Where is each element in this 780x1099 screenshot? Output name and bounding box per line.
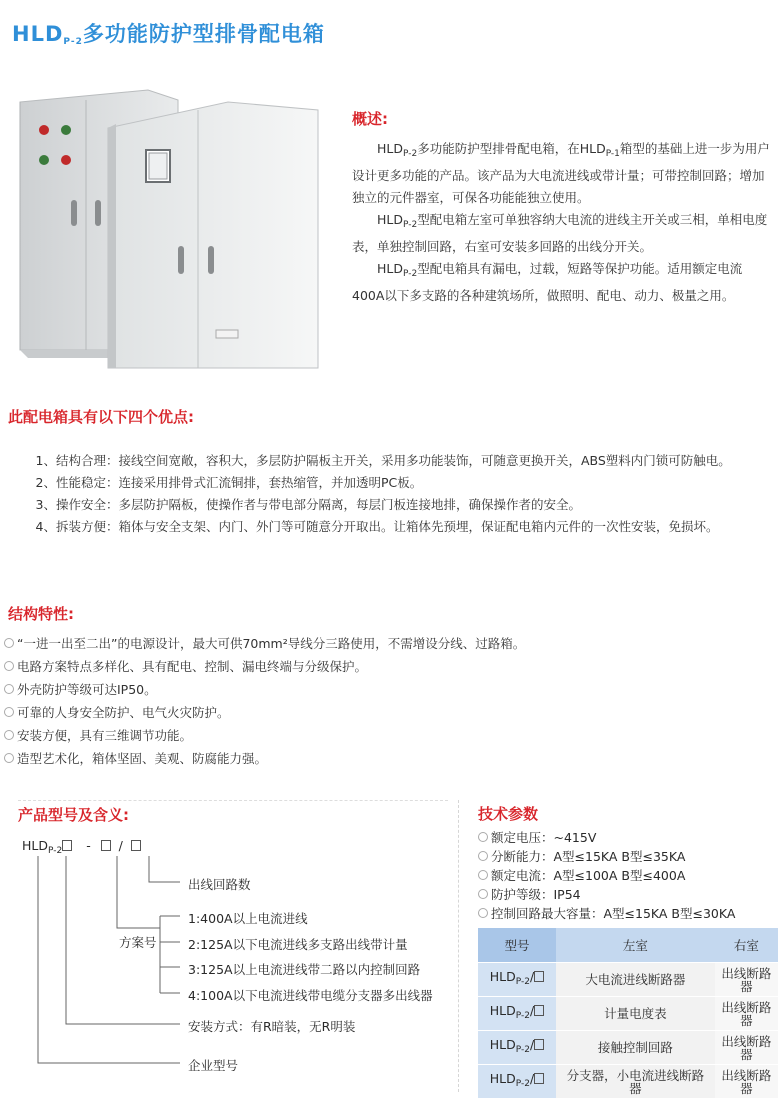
overview-paragraph: $HLD_{P-2}$型配电箱左室可单独容纳大电流的进线主开关或三相，单相电度表，单独控制回路，右室可安装多回路的出线分开关。 (352, 212, 768, 254)
section-divider (18, 800, 448, 801)
structure-item: 安装方便，具有三维调节功能。 (4, 725, 774, 748)
placeholder-box-icon (534, 1005, 544, 1016)
advantages-list (8, 450, 770, 538)
bullet-icon (478, 851, 488, 861)
table-header-cell: 型号 (478, 928, 556, 963)
overview-paragraph: $HLD_{P-2}$多功能防护型排骨配电箱，在$HLD_{P-1}$箱型的基础上进一步为用户设计更多功能的产品。该产品为大电流进线或带计量；可带控制回路；增加独立的元件器室，可保各功能能独立使用。 (352, 141, 770, 205)
structure-list (4, 633, 774, 771)
bullet-icon (4, 707, 14, 717)
bullet-icon (4, 661, 14, 671)
tech-param: 额定电压：~415V (478, 828, 735, 847)
bullet-icon (4, 730, 14, 740)
advantage-item: 2、性能稳定：连接采用排骨式汇流铜排，套热缩管，并加透明PC板。 (35, 475, 423, 490)
table-cell-model: $HLD_{P-2}/$ (478, 1031, 556, 1065)
structure-item: 可靠的人身安全防护、电气火灾防护。 (4, 702, 774, 725)
placeholder-box-icon (534, 971, 544, 982)
table-row (478, 1031, 778, 1065)
bullet-icon (478, 889, 488, 899)
table-row (478, 1065, 778, 1099)
tech-param: 防护等级：IP54 (478, 885, 735, 904)
placeholder-box-icon (534, 1039, 544, 1050)
scheme-label: 方案号 (119, 935, 157, 950)
tech-param: 额定电流：A型≤100A B型≤400A (478, 866, 735, 885)
table-header-cell: 右室 (715, 928, 778, 963)
model-code: $HLD_{P-2}$ - / (22, 838, 141, 856)
bullet-icon (478, 908, 488, 918)
bullet-icon (4, 684, 14, 694)
structure-item: 外壳防护等级可达IP50。 (4, 679, 774, 702)
table-cell: 出线断路器 (715, 963, 778, 997)
tech-params (478, 828, 735, 923)
overview-heading: 概述: (352, 110, 388, 128)
scheme-item: 4:100A以下电流进线带电缆分支器多出线器 (188, 988, 433, 1003)
table-cell: 分支器，小电流进线断路器 (556, 1065, 715, 1099)
overview-paragraph: $HLD_{P-2}$型配电箱具有漏电，过载，短路等保护功能。适用额定电流400A以下多支路的各种建筑场所，做照明、配电、动力、极量之用。 (352, 261, 743, 303)
scheme-item: 3:125A以上电流进线带二路以内控制回路 (188, 962, 421, 977)
structure-item: 造型艺术化，箱体坚固、美观、防腐能力强。 (4, 748, 774, 771)
install-label: 安装方式：有R暗装，无R明装 (188, 1019, 356, 1034)
placeholder-box-icon (534, 1073, 544, 1084)
enterprise-label: 企业型号 (188, 1058, 239, 1073)
table-cell: 计量电度表 (556, 997, 715, 1031)
table-row (478, 997, 778, 1031)
table-cell: 出线断路器 (715, 997, 778, 1031)
table-cell: 出线断路器 (715, 1031, 778, 1065)
bullet-icon (478, 832, 488, 842)
tech-param: 控制回路最大容量：A型≤15KA B型≤30KA (478, 904, 735, 923)
advantage-item: 1、结构合理：接线空间宽敞，容积大，多层防护隔板主开关，采用多功能装饰，可随意更换开关，ABS塑料内门锁可防触电。 (35, 453, 731, 468)
scheme-item: 1:400A以上电流进线 (188, 911, 308, 926)
advantage-item: 3、操作安全：多层防护隔板，使操作者与带电部分隔离，每层门板连接地排，确保操作者的安全。 (35, 497, 581, 512)
spec-table (478, 928, 778, 1099)
overview-text (352, 138, 770, 307)
table-cell-model: $HLD_{P-2}/$ (478, 997, 556, 1031)
table-cell-model: $HLD_{P-2}/$ (478, 1065, 556, 1099)
table-cell: 大电流进线断路器 (556, 963, 715, 997)
table-cell: 接触控制回路 (556, 1031, 715, 1065)
scheme-item: 2:125A以下电流进线多支路出线带计量 (188, 937, 408, 952)
model-heading: 产品型号及含义: (18, 806, 129, 824)
structure-item: 电路方案特点多样化、具有配电、控制、漏电终端与分级保护。 (4, 656, 774, 679)
bullet-icon (4, 638, 14, 648)
bullet-icon (478, 870, 488, 880)
table-row (478, 963, 778, 997)
page-title: $HLD_{P-2}$多功能防护型排骨配电箱 (12, 22, 325, 47)
table-header-cell: 左室 (556, 928, 715, 963)
tech-param: 分断能力：A型≤15KA B型≤35KA (478, 847, 735, 866)
table-header-row (478, 928, 778, 963)
table-cell-model: $HLD_{P-2}/$ (478, 963, 556, 997)
structure-heading: 结构特性: (8, 605, 74, 623)
tech-heading: 技术参数 (478, 805, 539, 823)
outlet-count-label: 出线回路数 (188, 877, 251, 892)
advantages-heading: 此配电箱具有以下四个优点: (8, 408, 194, 426)
structure-item: “一进一出至二出”的电源设计，最大可供70mm²导线分三路使用，不需增设分线、过路箱。 (4, 633, 774, 656)
advantage-item: 4、拆装方便：箱体与安全支架、内门、外门等可随意分开取出。让箱体先预埋，保证配电箱内元件的一次性安装，免损坏。 (35, 519, 719, 534)
table-cell: 出线断路器 (715, 1065, 778, 1099)
electrical-cabinet-image (18, 88, 328, 373)
bullet-icon (4, 753, 14, 763)
